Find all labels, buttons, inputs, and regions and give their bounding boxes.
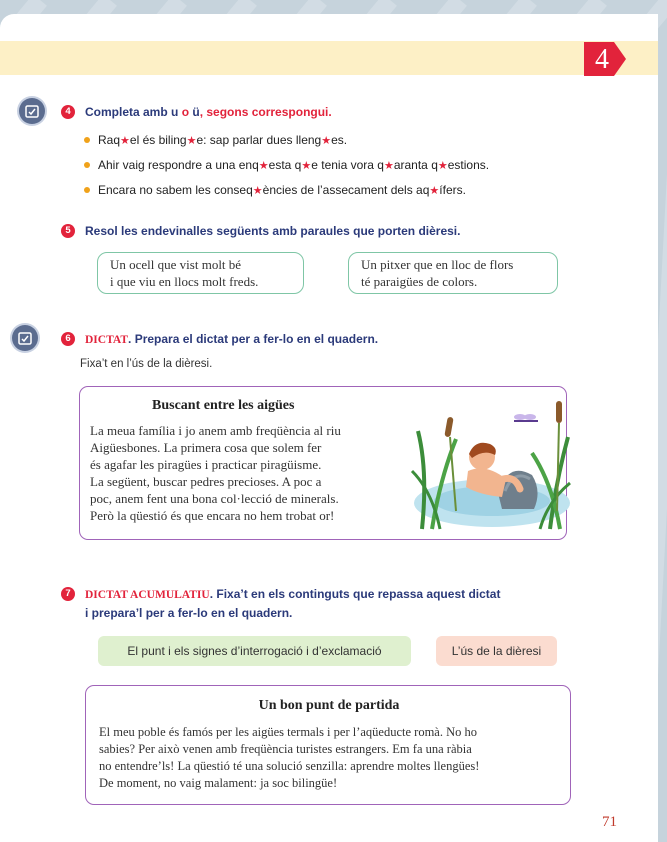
ex4-item-2-part: e tenia vora q [311, 158, 384, 172]
ex4-item-1-part: es. [331, 133, 348, 147]
ex4-item-1-part: el és biling [129, 133, 187, 147]
content-tag-punctuation: El punt i els signes d’interrogació i d’exclamació [98, 636, 411, 666]
exercise-4-number: 4 [61, 105, 75, 119]
blank-star-icon[interactable]: ★ [301, 160, 312, 172]
page-number: 71 [602, 814, 617, 830]
ex4-text-a: Completa amb [85, 105, 172, 119]
exercise-4-instruction [85, 105, 332, 119]
riddle-box-2 [348, 252, 558, 294]
ex4-u: u [171, 105, 179, 119]
ex4-item-3-part: ífers. [439, 183, 466, 197]
blank-star-icon[interactable]: ★ [252, 185, 263, 197]
dictation-1-line: Però la qüestió és que encara no hem trobat or! [90, 508, 335, 523]
dictation-2-title: Un bon punt de partida [258, 698, 400, 713]
riddle-2-line-2: té paraigües de colors. [361, 274, 478, 289]
dictation-2-line: sabies? Per això venen amb freqüència turistes estrangers. Em fa una ràbia [99, 742, 472, 756]
blank-star-icon[interactable]: ★ [429, 185, 440, 197]
dictat-acumulatiu-label: DICTAT ACUMULATIU [85, 589, 210, 601]
dictation-1-line: poc, anem fent una bona col·lecció de minerals. [90, 491, 339, 506]
textbook-page [0, 14, 658, 842]
exercise-7-number: 7 [61, 587, 75, 601]
checkbox-icon [25, 104, 39, 118]
activity-icon [19, 98, 45, 124]
ex4-item-2-part: Ahir vaig respondre a una enq [98, 158, 259, 172]
header-band [0, 41, 658, 75]
exercise-7-instruction-line-2: i prepara’l per a fer-lo en el quadern. [85, 606, 293, 620]
ex4-o: o [178, 105, 193, 119]
ex7-text-1: . Fixa’t en els continguts que repassa aquest dictat [209, 587, 501, 601]
exercise-7-instruction-line-1 [85, 587, 500, 601]
riddle-1-line-2: i que viu en llocs molt freds. [110, 274, 259, 289]
dictation-1-line: La meua família i jo anem amb freqüència al riu [90, 423, 341, 438]
ex6-note: Fixa’t en l’ús de la dièresi. [80, 358, 213, 370]
blank-star-icon[interactable]: ★ [120, 135, 130, 147]
ex4-item-3 [84, 183, 466, 197]
chapter-number: 4 [595, 44, 609, 75]
riddle-2-line-1: Un pitxer que en lloc de flors [361, 257, 514, 272]
checkbox-icon [18, 331, 32, 345]
dictation-2-line: De moment, no vaig malament: ja soc bilingüe! [99, 776, 338, 790]
dictation-2-line: El meu poble és famós per les aigües termals i per l’aqüeducte romà. No ho [99, 725, 478, 739]
chapter-tab [582, 42, 626, 76]
dictation-1-line: Aigüesbones. La primera cosa que solem fer [90, 440, 322, 455]
dictation-1-line: La següent, buscar pedres precioses. A poc a [90, 474, 322, 489]
exercise-5-number: 5 [61, 224, 75, 238]
dictation-2-line: no entendre’ls! La qüestió té una solució senzilla: aprendre moltes llengües! [99, 759, 480, 773]
ex4-item-2-part: aranta q [393, 158, 438, 172]
dictation-box-1 [79, 386, 567, 540]
ex4-item-1-part: e: sap parlar dues lleng [196, 133, 322, 147]
dictation-icon [12, 325, 38, 351]
blank-star-icon[interactable]: ★ [321, 135, 332, 147]
ex4-item-2-part: esta q [268, 158, 302, 172]
exercise-6-instruction [85, 332, 378, 346]
ex4-item-3-part: Encara no sabem les conseq [98, 183, 253, 197]
blank-star-icon[interactable]: ★ [383, 160, 394, 172]
ex6-text: . Prepara el dictat per a fer-lo en el quadern. [128, 332, 379, 346]
exercise-6-number: 6 [61, 332, 75, 346]
content-tag-dieresis: L’ús de la dièresi [436, 636, 557, 666]
dictation-2-body [99, 724, 479, 792]
bullet-icon [84, 137, 90, 143]
bullet-icon [84, 162, 90, 168]
exercise-5-instruction: Resol les endevinalles següents amb paraules que porten dièresi. [85, 224, 461, 238]
ex4-item-1 [84, 133, 347, 147]
dictation-1-title: Buscant entre les aigües [152, 398, 295, 413]
blank-star-icon[interactable]: ★ [258, 160, 269, 172]
dictation-box-2 [85, 685, 571, 805]
ex4-item-3-part: ències de l’assecament dels aq [262, 183, 430, 197]
ex4-item-2 [84, 158, 489, 172]
ex4-text-b: , segons correspongui. [199, 105, 332, 119]
dictation-1-body [90, 422, 341, 524]
dictation-1-line: és agafar les piragües i practicar piragüisme. [90, 457, 322, 472]
bullet-icon [84, 187, 90, 193]
riddle-box-1 [97, 252, 304, 294]
dictat-label: DICTAT [85, 334, 129, 346]
ex4-uu: ü [192, 105, 200, 119]
ex4-item-1-part: Raq [98, 133, 121, 147]
ex4-item-2-part: estions. [447, 158, 490, 172]
riddle-1-line-1: Un ocell que vist molt bé [110, 257, 242, 272]
blank-star-icon[interactable]: ★ [437, 160, 448, 172]
boy-swimming-illustration [410, 391, 572, 531]
blank-star-icon[interactable]: ★ [186, 135, 197, 147]
